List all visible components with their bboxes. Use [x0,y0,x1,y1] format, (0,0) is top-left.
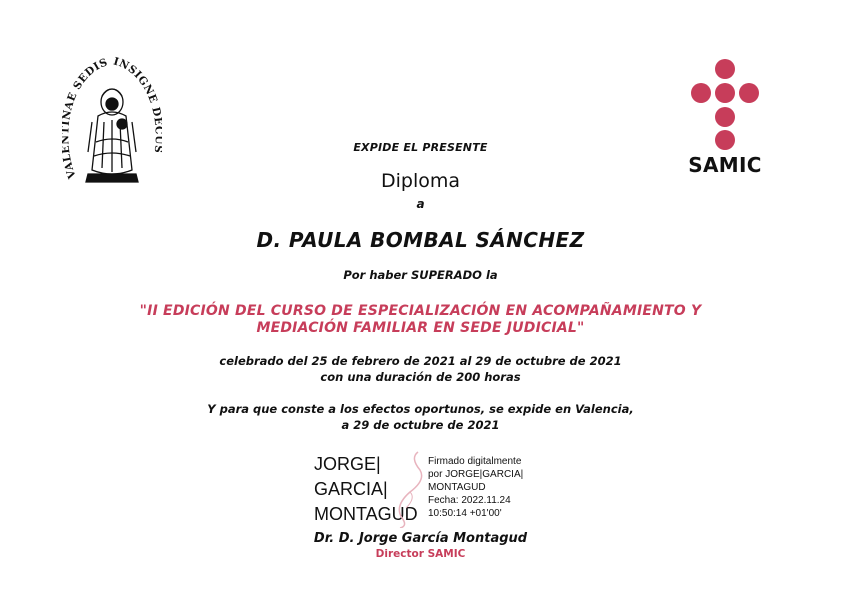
course-dates [0,353,841,385]
signature-stroke-icon [380,448,430,528]
course-title-line-2: MEDIACIÓN FAMILIAR EN SEDE JUDICIAL" [256,320,585,336]
signer-name: Dr. D. Jorge García Montagud [313,531,528,546]
expide-heading: EXPIDE EL PRESENTE [353,141,488,154]
signature-info [428,455,523,520]
issue-statement-line-1: Y para que conste a los efectos oportunos, se expide en Valencia, [207,402,634,416]
diploma-a: a [416,197,425,211]
signature-info-line-4: Fecha: 2022.11.24 [428,495,511,506]
signature-name-line-1: JORGE| [314,454,381,474]
issue-statement-line-2: a 29 de octubre de 2021 [341,418,500,432]
seal-inscription: VA AE SEDIS INSIGNE D [62,55,162,181]
course-title [0,303,841,337]
signature-info-line-5: 10:50:14 +01'00' [428,508,502,519]
samic-logo [684,58,766,180]
signature-info-line-2: por JORGE|GARCIA| [428,469,524,480]
por-haber-text: Por haber SUPERADO la [343,268,498,282]
diploma-title: Diploma [380,170,461,192]
samic-cross-icon [689,58,761,150]
course-dates-line-2: con una duración de 200 horas [320,370,521,384]
signature-info-line-1: Firmado digitalmente [428,456,522,467]
signature-info-line-3: MONTAGUD [428,482,486,493]
samic-wordmark: SAMIC [688,153,762,177]
signature-name-line-3: MONTAGUD [314,504,418,524]
signature-name-line-2: GARCIA| [314,479,388,499]
course-title-line-1: "II EDICIÓN DEL CURSO DE ESPECIALIZACIÓN EN ACOMPAÑAMIENTO Y [139,303,702,319]
signer-role: Director SAMIC [375,548,466,560]
recipient-name: D. PAULA BOMBAL SÁNCHEZ [256,228,585,252]
issue-statement [0,401,841,433]
course-dates-line-1: celebrado del 25 de febrero de 2021 al 29 de octubre de 2021 [219,354,622,368]
